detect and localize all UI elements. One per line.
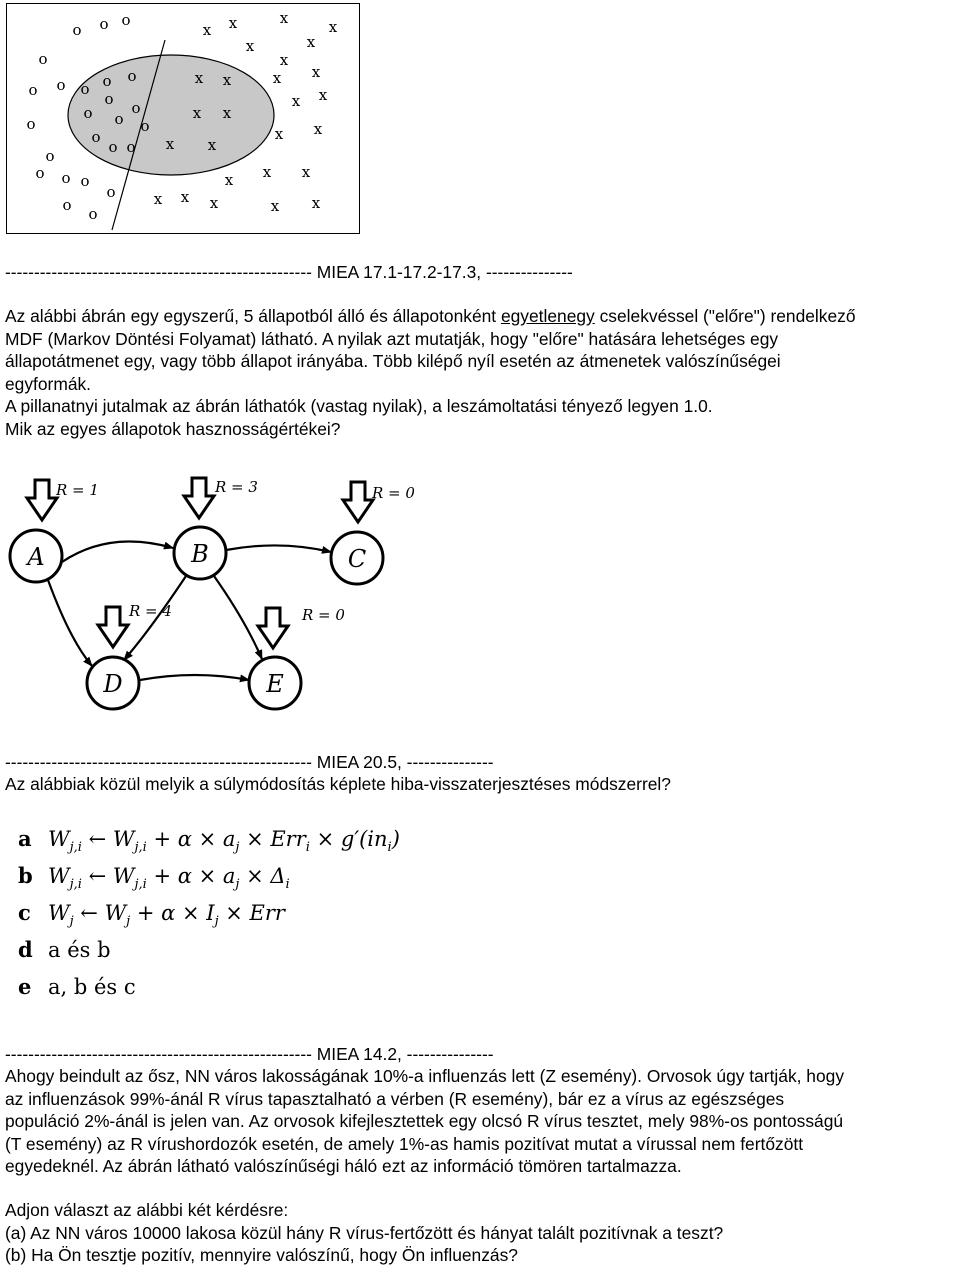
scatter-cross-marker: x bbox=[202, 21, 212, 39]
bayes-description-line: populáció 2%-ánál is jelen van. Az orvosok kifejlesztettek egy olcsó R vírus tesztet, mely 98%-os pontosságú bbox=[5, 1111, 844, 1131]
scatter-circle-marker: o bbox=[80, 172, 90, 190]
reward-arrow-c bbox=[343, 482, 373, 522]
scatter-cross-marker: x bbox=[222, 71, 232, 89]
mdp-description-line: egyformák. bbox=[5, 373, 92, 394]
scatter-cross-marker: x bbox=[311, 194, 321, 212]
mdp-diagram bbox=[0, 470, 440, 720]
scatter-cross-marker: x bbox=[262, 163, 272, 181]
reward-label-e: R = 0 bbox=[302, 606, 345, 624]
option-formula-b: $W_{j,i}$ ← $W_{j,i} + \alpha \times a_j \times \Delta_i$ bbox=[48, 864, 290, 893]
mdp-question: Mik az egyes állapotok hasznosságértékei? bbox=[5, 418, 341, 439]
scatter-circle-marker: o bbox=[106, 183, 116, 201]
bayes-questions-intro: Adjon választ az alábbi két kérdésre: bbox=[5, 1200, 289, 1220]
reward-label-a: R = 1 bbox=[56, 481, 99, 499]
scatter-cross-marker: x bbox=[272, 69, 282, 87]
scatter-cross-marker: x bbox=[318, 86, 328, 104]
scatter-circle-marker: o bbox=[45, 147, 55, 165]
mdp-description bbox=[5, 305, 960, 440]
bayes-questions bbox=[5, 1199, 960, 1267]
option-formula-a: $W_{j,i}$ ← $W_{j,i} + \alpha \times a_j \times Err_i \times g'(in_i)$ bbox=[48, 827, 400, 856]
scatter-circle-marker: o bbox=[35, 164, 45, 182]
answer-options bbox=[18, 826, 400, 1011]
scatter-cross-marker: x bbox=[306, 33, 316, 51]
state-label-b: B bbox=[191, 540, 209, 568]
scatter-cross-marker: x bbox=[224, 171, 234, 189]
state-label-e: E bbox=[266, 670, 284, 698]
option-letter: e bbox=[18, 974, 32, 999]
scatter-circle-marker: o bbox=[121, 11, 131, 29]
mdp-description-line: MDF (Markov Döntési Folyamat) látható. A nyilak azt mutatják, hogy "előre" hatására lehetséges egy bbox=[5, 328, 779, 349]
scatter-circle-marker: o bbox=[108, 138, 118, 156]
scatter-circle-marker: o bbox=[127, 67, 137, 85]
scatter-circle-marker: o bbox=[26, 115, 36, 133]
state-label-c: C bbox=[347, 545, 367, 573]
reward-label-c: R = 0 bbox=[372, 484, 415, 502]
scatter-cross-marker: x bbox=[245, 37, 255, 55]
scatter-circle-marker: o bbox=[38, 50, 48, 68]
answer-option-d bbox=[18, 937, 400, 974]
transition-b-e bbox=[214, 576, 262, 659]
text-fragment: Az alábbi ábrán egy egyszerű, 5 állapotból álló és állapotonként bbox=[5, 306, 501, 326]
text-fragment: cselekvéssel ("előre") rendelkező bbox=[594, 306, 856, 326]
mdp-description-line: állapotátmenet egy, vagy több állapot irányába. Több kilépő nyíl esetén az átmenetek valószínűségei bbox=[5, 351, 781, 371]
backprop-question: Az alábbiak közül melyik a súlymódosítás képlete hiba-visszaterjesztéses módszerrel? bbox=[5, 774, 671, 794]
scatter-cross-marker: x bbox=[222, 104, 232, 122]
scatter-circle-marker: o bbox=[61, 169, 71, 187]
transition-d-e bbox=[140, 675, 249, 680]
scatter-cross-marker: x bbox=[207, 136, 217, 154]
scatter-circle-marker: o bbox=[102, 72, 112, 90]
scatter-cross-marker: x bbox=[279, 51, 289, 69]
bayes-question-b: (b) Ha Ön tesztje pozitív, mennyire valószínű, hogy Ön influenzás? bbox=[5, 1245, 518, 1265]
bayes-description-line: az influenzások 99%-ánál R vírus tapasztalható a vérben (R esemény), bár ez a vírus az egészséges bbox=[5, 1088, 785, 1109]
option-formula-c: $W_j$ ← $W_j + \alpha \times I_j$ × Err bbox=[48, 901, 285, 930]
scatter-circle-marker: o bbox=[72, 21, 82, 39]
mdp-description-line bbox=[5, 305, 960, 328]
scatter-figure bbox=[0, 0, 365, 238]
transition-a-b bbox=[62, 542, 173, 562]
scatter-cross-marker: x bbox=[209, 194, 219, 212]
bayes-description bbox=[5, 1065, 960, 1178]
reward-label-b: R = 3 bbox=[215, 478, 258, 496]
scatter-cross-marker: x bbox=[274, 125, 284, 143]
scatter-cross-marker: x bbox=[279, 9, 289, 27]
scatter-circle-marker: o bbox=[131, 99, 141, 117]
underlined-word: egyetlenegy bbox=[500, 306, 595, 326]
answer-option-e bbox=[18, 974, 400, 1011]
answer-option-c bbox=[18, 900, 400, 937]
reward-arrow-b bbox=[184, 478, 214, 518]
option-text-d: a és b bbox=[48, 938, 111, 962]
bayes-question-a: (a) Az NN város 10000 lakosa közül hány R vírus-fertőzött és hányat talált pozitívnak a teszt? bbox=[5, 1222, 724, 1243]
scatter-cross-marker: x bbox=[153, 190, 163, 208]
scatter-cross-marker: x bbox=[328, 18, 338, 36]
reward-arrow-e bbox=[258, 608, 288, 648]
transition-a-d bbox=[48, 580, 92, 666]
reward-label-d: R = 4 bbox=[129, 602, 172, 620]
scatter-cross-marker: x bbox=[291, 92, 301, 110]
scatter-cross-marker: x bbox=[192, 104, 202, 122]
option-letter: a bbox=[18, 826, 32, 851]
scatter-cross-marker: x bbox=[165, 135, 175, 153]
scatter-ellipse-region bbox=[68, 55, 274, 175]
state-label-d: D bbox=[103, 670, 123, 698]
state-label-a: A bbox=[27, 543, 45, 571]
scatter-circle-marker: o bbox=[88, 205, 98, 223]
scatter-cross-marker: x bbox=[228, 14, 238, 32]
scatter-circle-marker: o bbox=[83, 104, 93, 122]
scatter-circle-marker: o bbox=[28, 81, 38, 99]
scatter-circle-marker: o bbox=[126, 138, 136, 156]
scatter-circle-marker: o bbox=[104, 90, 114, 108]
bayes-description-line: (T esemény) az R vírushordozók esetén, de amely 1%-as hamis pozitívat mutat a vírussal nem fertőzött bbox=[5, 1133, 804, 1154]
scatter-circle-marker: o bbox=[140, 117, 150, 135]
scatter-circle-marker: o bbox=[91, 128, 101, 146]
scatter-circle-marker: o bbox=[62, 196, 72, 214]
scatter-cross-marker: x bbox=[270, 197, 280, 215]
scatter-circle-marker: o bbox=[56, 76, 66, 94]
option-text-e: a, b és c bbox=[48, 975, 136, 999]
option-letter: d bbox=[18, 937, 33, 962]
scatter-cross-marker: x bbox=[311, 63, 321, 81]
option-letter: c bbox=[18, 900, 31, 925]
scatter-cross-marker: x bbox=[301, 163, 311, 181]
mdp-description-line: A pillanatnyi jutalmak az ábrán láthatók (vastag nyilak), a leszámoltatási tényező legyen 1.0. bbox=[5, 396, 713, 416]
transition-b-c bbox=[226, 545, 331, 552]
reward-arrow-d bbox=[98, 607, 128, 647]
section-header-mdp: ----------------------------------------------------- MIEA 17.1-17.2-17.3, --------------- bbox=[5, 262, 573, 282]
scatter-cross-marker: x bbox=[180, 188, 190, 206]
section-header-backprop: ----------------------------------------------------- MIEA 20.5, --------------- bbox=[5, 752, 494, 772]
section-header-bayes: ----------------------------------------------------- MIEA 14.2, --------------- bbox=[5, 1044, 494, 1064]
scatter-circle-marker: o bbox=[99, 15, 109, 33]
scatter-circle-marker: o bbox=[80, 80, 90, 98]
reward-arrow-a bbox=[27, 480, 57, 520]
bayes-description-line: egyedeknél. Az ábrán látható valószínűségi háló ezt az információ tömören tartalmazza. bbox=[5, 1156, 682, 1176]
answer-option-a bbox=[18, 826, 400, 863]
bayes-description-line: Ahogy beindult az ősz, NN város lakosságának 10%-a influenzás lett (Z esemény). Orvosok úgy tartják, hogy bbox=[5, 1066, 845, 1086]
scatter-circle-marker: o bbox=[114, 110, 124, 128]
answer-option-b bbox=[18, 863, 400, 900]
option-letter: b bbox=[18, 863, 33, 888]
scatter-cross-marker: x bbox=[194, 69, 204, 87]
scatter-cross-marker: x bbox=[313, 120, 323, 138]
